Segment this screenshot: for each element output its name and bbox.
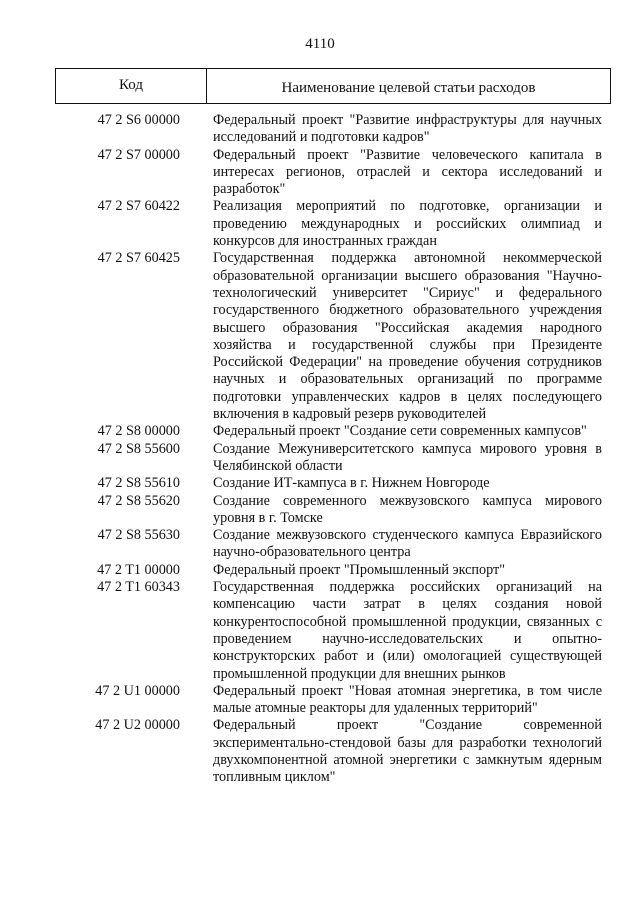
column-header-code: Код <box>119 77 143 93</box>
row-code: 47 2 S6 00000 <box>97 112 180 128</box>
row-code: 47 2 U1 00000 <box>95 682 180 699</box>
table-row <box>0 527 640 562</box>
row-code: 47 2 S7 60422 <box>97 198 180 215</box>
row-name: Федеральный проект "Создание сети современных кампусов" <box>213 423 587 440</box>
row-name: Создание ИТ-кампуса в г. Нижнем Новгороде <box>213 475 490 492</box>
table-row <box>0 475 640 492</box>
row-name: Государственная поддержка автономной некоммерческой образовательной организации высшего образования "Научно-технологический университет "Сириус" и федерального государственного бюджетного образовательного учреждения высшего образования "Российская академия народного хозяйства и государственной службы при Президенте Российской Федерации" на проведение обучения сотрудников научных и образовательных организаций по программе подготовки управленческих кадров в целях последующего включения в кадровый резерв руководителей <box>213 250 602 423</box>
row-code: 47 2 S7 60425 <box>97 250 180 267</box>
row-code: 47 2 U2 00000 <box>95 717 180 734</box>
row-code: 47 2 S8 55620 <box>97 492 180 509</box>
table-row <box>0 198 640 250</box>
row-code: 47 2 S7 00000 <box>97 146 180 163</box>
row-code: 47 2 S8 00000 <box>97 423 180 440</box>
row-code: 47 2 S8 55610 <box>97 475 180 492</box>
row-name: Государственная поддержка российских организаций на компенсацию части затрат в целях создания новой конкурентоспособной промышленной продукции, связанных с проведением научно-исследовательских и опытно-конструкторских работ и (или) омологацией существующей промышленной продукции для внешних рынков <box>213 579 602 682</box>
row-code: 47 2 T1 00000 <box>97 561 180 578</box>
table-row <box>0 562 640 579</box>
row-name: Федеральный проект "Промышленный экспорт" <box>213 561 505 578</box>
table-row <box>0 717 640 786</box>
table-row <box>0 250 640 423</box>
table-row <box>0 112 640 147</box>
row-name: Создание межвузовского студенческого кампуса Евразийского научно-образовательного центра <box>213 527 602 561</box>
row-name: Федеральный проект "Новая атомная энергетика, в том числе малые атомные реакторы для удаленных территорий" <box>213 682 602 717</box>
table-header <box>55 68 611 104</box>
row-name: Создание современного межвузовского кампуса мирового уровня в г. Томске <box>213 492 602 526</box>
table-row <box>0 579 640 683</box>
row-code: 47 2 S8 55600 <box>97 440 180 457</box>
table-body <box>0 112 640 787</box>
row-name: Федеральный проект "Развитие инфраструктуры для научных исследований и подготовки кадров" <box>213 112 602 146</box>
column-header-name: Наименование целевой статьи расходов <box>281 80 536 96</box>
table-row <box>0 493 640 528</box>
table-row <box>0 147 640 199</box>
table-row <box>0 423 640 440</box>
table-row <box>0 441 640 476</box>
page-number: 4110 <box>305 36 335 52</box>
row-name: Реализация мероприятий по подготовке, организации и проведению международных и российских олимпиад и конкурсов для иностранных граждан <box>213 198 602 250</box>
row-code: 47 2 T1 60343 <box>97 579 180 596</box>
row-code: 47 2 S8 55630 <box>97 527 180 544</box>
row-name: Создание Межуниверситетского кампуса мирового уровня в Челябинской области <box>213 440 602 474</box>
table-row <box>0 683 640 718</box>
row-name: Федеральный проект "Создание современной экспериментально-стендовой базы для разработки технологий двухкомпонентной атомной энергетики с замкнутым ядерным топливным циклом" <box>213 717 602 786</box>
row-name: Федеральный проект "Развитие человеческого капитала в интересах регионов, отраслей и сектора исследований и разработок" <box>213 146 602 198</box>
